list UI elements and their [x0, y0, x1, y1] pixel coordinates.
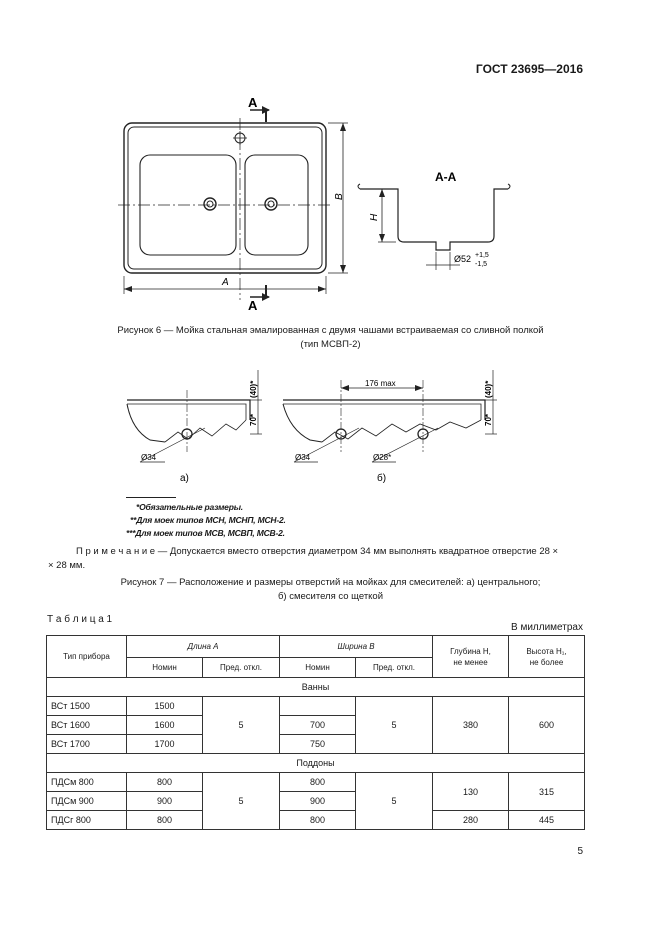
cell-type: ПДСг 800: [47, 811, 127, 830]
cell-depth: 130: [433, 773, 509, 811]
th-type: Тип прибора: [47, 636, 127, 678]
cell-depth: 380: [433, 697, 509, 754]
th-length: Длина A: [127, 636, 280, 658]
th-height: [509, 636, 585, 678]
dim-b-label: B: [334, 193, 345, 200]
cell-len: 800: [127, 773, 203, 792]
standard-header: ГОСТ 23695—2016: [475, 62, 583, 76]
cell-len: 1700: [127, 735, 203, 754]
figure-7-caption-1: Рисунок 7 — Расположение и размеры отверстий на мойках для смесителей: а) центрального;: [120, 577, 541, 588]
cell-wid: 800: [280, 811, 356, 830]
cell-len-tol: 5: [203, 773, 280, 830]
th-depth: [433, 636, 509, 678]
th-width-nom: Номин: [280, 658, 356, 678]
fig7-label-b: б): [377, 473, 387, 484]
note-line-2: × 28 мм.: [48, 560, 86, 571]
cell-type: ВСт 1600: [47, 716, 127, 735]
section-baths: Ванны: [47, 678, 585, 697]
page-number: 5: [577, 846, 583, 857]
dim-h-label: H: [369, 213, 380, 221]
th-depth-line2: не менее: [453, 657, 488, 667]
cell-type: ПДСм 900: [47, 792, 127, 811]
cell-wid: 800: [280, 773, 356, 792]
cell-len: 1500: [127, 697, 203, 716]
section-mark-bottom: А: [248, 298, 258, 313]
fig7b-dim-34: Ø34: [295, 453, 311, 462]
fig7b-dim-176: 176 max: [365, 379, 396, 388]
fig7b-dim-70: 70*: [484, 413, 493, 426]
cell-type: ВСт 1700: [47, 735, 127, 754]
th-height-line2: не более: [529, 657, 564, 667]
th-length-tol: Пред. откл.: [203, 658, 280, 678]
fig7a-dim-40: (40)*: [249, 380, 258, 398]
table-row: [47, 773, 585, 792]
th-length-nom: Номин: [127, 658, 203, 678]
cell-height: 445: [509, 811, 585, 830]
cell-height: 600: [509, 697, 585, 754]
figure-6-caption-2: (тип МСВП-2): [300, 339, 361, 350]
cell-type: ВСт 1500: [47, 697, 127, 716]
th-width-tol: Пред. откл.: [356, 658, 433, 678]
th-height-line1: Высота H₁,: [526, 646, 567, 656]
table-row: [47, 697, 585, 716]
table-row: [47, 811, 585, 830]
fig7a-dim-34: Ø34: [141, 453, 157, 462]
section-title: А-А: [435, 170, 457, 184]
fig7b-dim-40: (40)*: [484, 380, 493, 398]
figure-6-caption-1: Рисунок 6 — Мойка стальная эмалированная с двумя чашами встраиваемая со сливной полкой: [117, 325, 544, 336]
cell-len: 1600: [127, 716, 203, 735]
footnote-3: ***Для моек типов МСВ, МСВП, МСВ-2.: [126, 528, 285, 538]
fig7a-dim-70: 70*: [249, 413, 258, 426]
figure-7-drawing: [0, 360, 661, 500]
table-1: [46, 635, 585, 830]
footnote-1: *Обязательные размеры.: [136, 502, 243, 512]
cell-wid: 900: [280, 792, 356, 811]
table-title: Т а б л и ц а 1: [47, 614, 113, 625]
footnote-rule: [126, 497, 176, 498]
cell-wid: 750: [280, 735, 356, 754]
fig7-label-a: а): [180, 473, 189, 484]
cell-wid-tol: 5: [356, 773, 433, 830]
footnote-2: **Для моек типов МСН, МСНП, МСН-2.: [130, 515, 286, 525]
th-width: Ширина B: [280, 636, 433, 658]
th-depth-line1: Глубина H,: [450, 646, 491, 656]
section-mark-top: А: [248, 95, 258, 110]
table-units: В миллиметрах: [511, 622, 583, 633]
figure-6-drawing: [0, 0, 661, 330]
cell-len: 900: [127, 792, 203, 811]
figure-7-caption-2: б) смесителя со щеткой: [277, 591, 384, 602]
fig7b-dim-28: Ø28*: [373, 453, 392, 462]
drain-dim: Ø52: [454, 254, 472, 264]
cell-depth: 280: [433, 811, 509, 830]
cell-len-tol: 5: [203, 697, 280, 754]
note-line-1: [76, 545, 586, 559]
cell-wid: 700: [280, 716, 356, 735]
cell-type: ПДСм 800: [47, 773, 127, 792]
cell-height: 315: [509, 773, 585, 811]
section-trays: Поддоны: [47, 754, 585, 773]
dim-a-label: A: [222, 277, 229, 288]
cell-len: 800: [127, 811, 203, 830]
note-label: П р и м е ч а н и е: [76, 546, 156, 557]
drain-tol-lower: -1,5: [475, 261, 488, 268]
drain-tol-upper: +1,5: [475, 252, 489, 259]
cell-wid: [280, 697, 356, 716]
note-text: — Допускается вместо отверстия диаметром 34 мм выполнять квадратное отверстие 28 ×: [155, 546, 559, 557]
cell-wid-tol: 5: [356, 697, 433, 754]
